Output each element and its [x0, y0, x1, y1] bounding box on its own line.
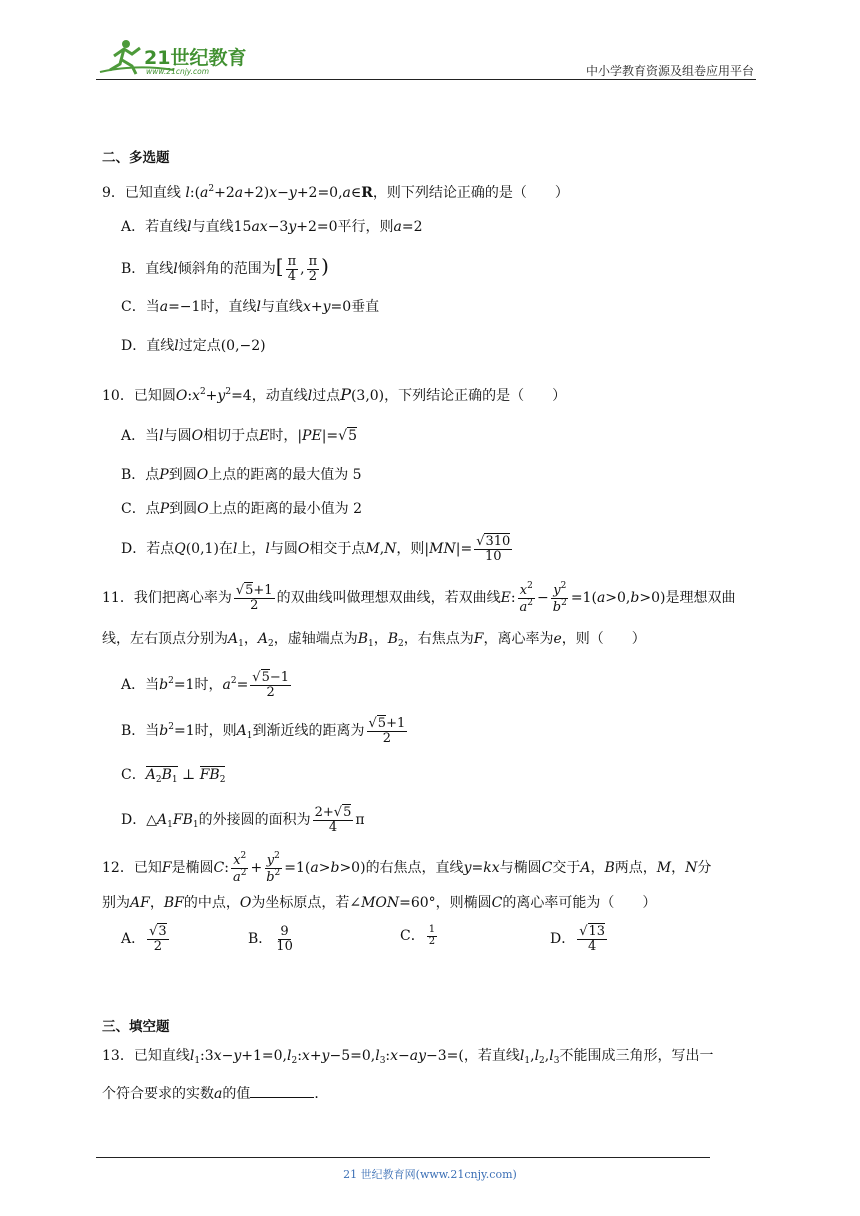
q10-option-c: C．点P到圆O上点的距离的最小值为 2 [121, 501, 362, 517]
section-title-fill-blank: 三、填空题 [102, 1019, 170, 1035]
q9-option-d: D．直线l过定点(0,−2) [121, 338, 266, 354]
q12-option-d: D． $\frac{√13}{4}$ [550, 924, 606, 954]
q9-option-b: B．直线l倾斜角的范围为[ $\frac{\pi}{4}$ , $\frac{\pi}{2}$ ) [121, 254, 329, 284]
question-13-line-2: 个符合要求的实数a的值 ． [102, 1086, 329, 1102]
header-platform-text: 中小学教育资源及组卷应用平台 [585, 64, 754, 78]
q10-option-b: B．点P到圆O上点的距离的最大值为 5 [121, 467, 362, 483]
q11-option-d: D．$\triangle A_1FB_1$的外接圆的面积为 $\frac{2+√5}{4}$ π [121, 805, 365, 835]
question-13: 13．已知直线$l_1:3x-y+1=0,l_2:x+y-5=0,l_3:x-ay-3=$(，若直线$l_1,l_2,l_3$不能围成三角形，写出一 [102, 1048, 714, 1066]
question-12-line-2: 别为AF，BF的中点，O为坐标原点，若∠MON=60°，则椭圆C的离心率可能为（ ） [102, 895, 657, 911]
footer-site-text: 21 世纪教育网(www.21cnjy.com) [343, 1168, 517, 1181]
q11-option-b: B．当$b^2=1$时，则$A_1$到渐近线的距离为 $\frac{√5+1}{2}$ [121, 715, 406, 746]
q12-option-a: A． $\frac{√3}{2}$ [121, 924, 167, 954]
q10-option-d: D．若点Q(0,1)在l上，l与圆O相交于点M,N，则|MN|= $\frac{√310}{10}$ [121, 534, 511, 564]
svg-text:www.21cnjy.com: www.21cnjy.com [146, 67, 210, 76]
question-12: 12．已知F是椭圆C: $\frac{x^2}{a^2}$ + $\frac{y^2}{b^2}$ =1(a>b>0)的右焦点，直线y=kx与椭圆C交于A，B两点，M，N分 [102, 851, 712, 885]
q11-option-c: C．$A_2B_1$ ⊥ $FB_2$ [121, 767, 226, 785]
question-10: 10．已知圆$O:x^2+y^2=4$，动直线l过点P(3,0)，下列结论正确的是（ ） [102, 385, 567, 404]
q12-option-b: B． $\frac{9}{10}$ [248, 924, 293, 954]
question-11: 11．我们把离心率为 $\frac{√5+1}{2}$ 的双曲线叫做理想双曲线，若双曲线E: $\frac{x^2}{a^2}$ − $\frac{y^2}{b^2}$ =1(a>0,b>0)是理想双曲 [102, 581, 736, 615]
q10-option-a: A．当l与圆O相切于点E时，|PE|=√5 [121, 428, 357, 444]
q9-option-c: C．当a=−1时，直线l与直线x+y=0垂直 [121, 299, 380, 315]
q9-option-a: A．若直线l与直线15ax−3y+2=0平行，则a=2 [121, 219, 423, 235]
section-title-multi-choice: 二、多选题 [102, 150, 170, 166]
header-divider [96, 79, 756, 80]
q11-option-a: A．当$b^2=1$时，$a^2=$ $\frac{√5-1}{2}$ [121, 669, 290, 700]
site-logo [96, 34, 256, 78]
question-11-line-2: 线，左右顶点分别为$A_1$，$A_2$，虚轴端点为$B_1$，$B_2$，右焦点为F，离心率为e，则（ ） [102, 631, 646, 649]
q12-option-c: C． $\frac{1}{2}$ [400, 924, 436, 947]
footer-divider [96, 1157, 710, 1158]
svg-text:21世纪教育: 21世纪教育 [144, 47, 247, 69]
question-9: 9．已知直线 $l:(a^2+2a+2)x-y+2=0,a\in R$，则下列结论正确的是（ ） [102, 184, 569, 201]
answer-blank[interactable] [250, 1085, 314, 1098]
